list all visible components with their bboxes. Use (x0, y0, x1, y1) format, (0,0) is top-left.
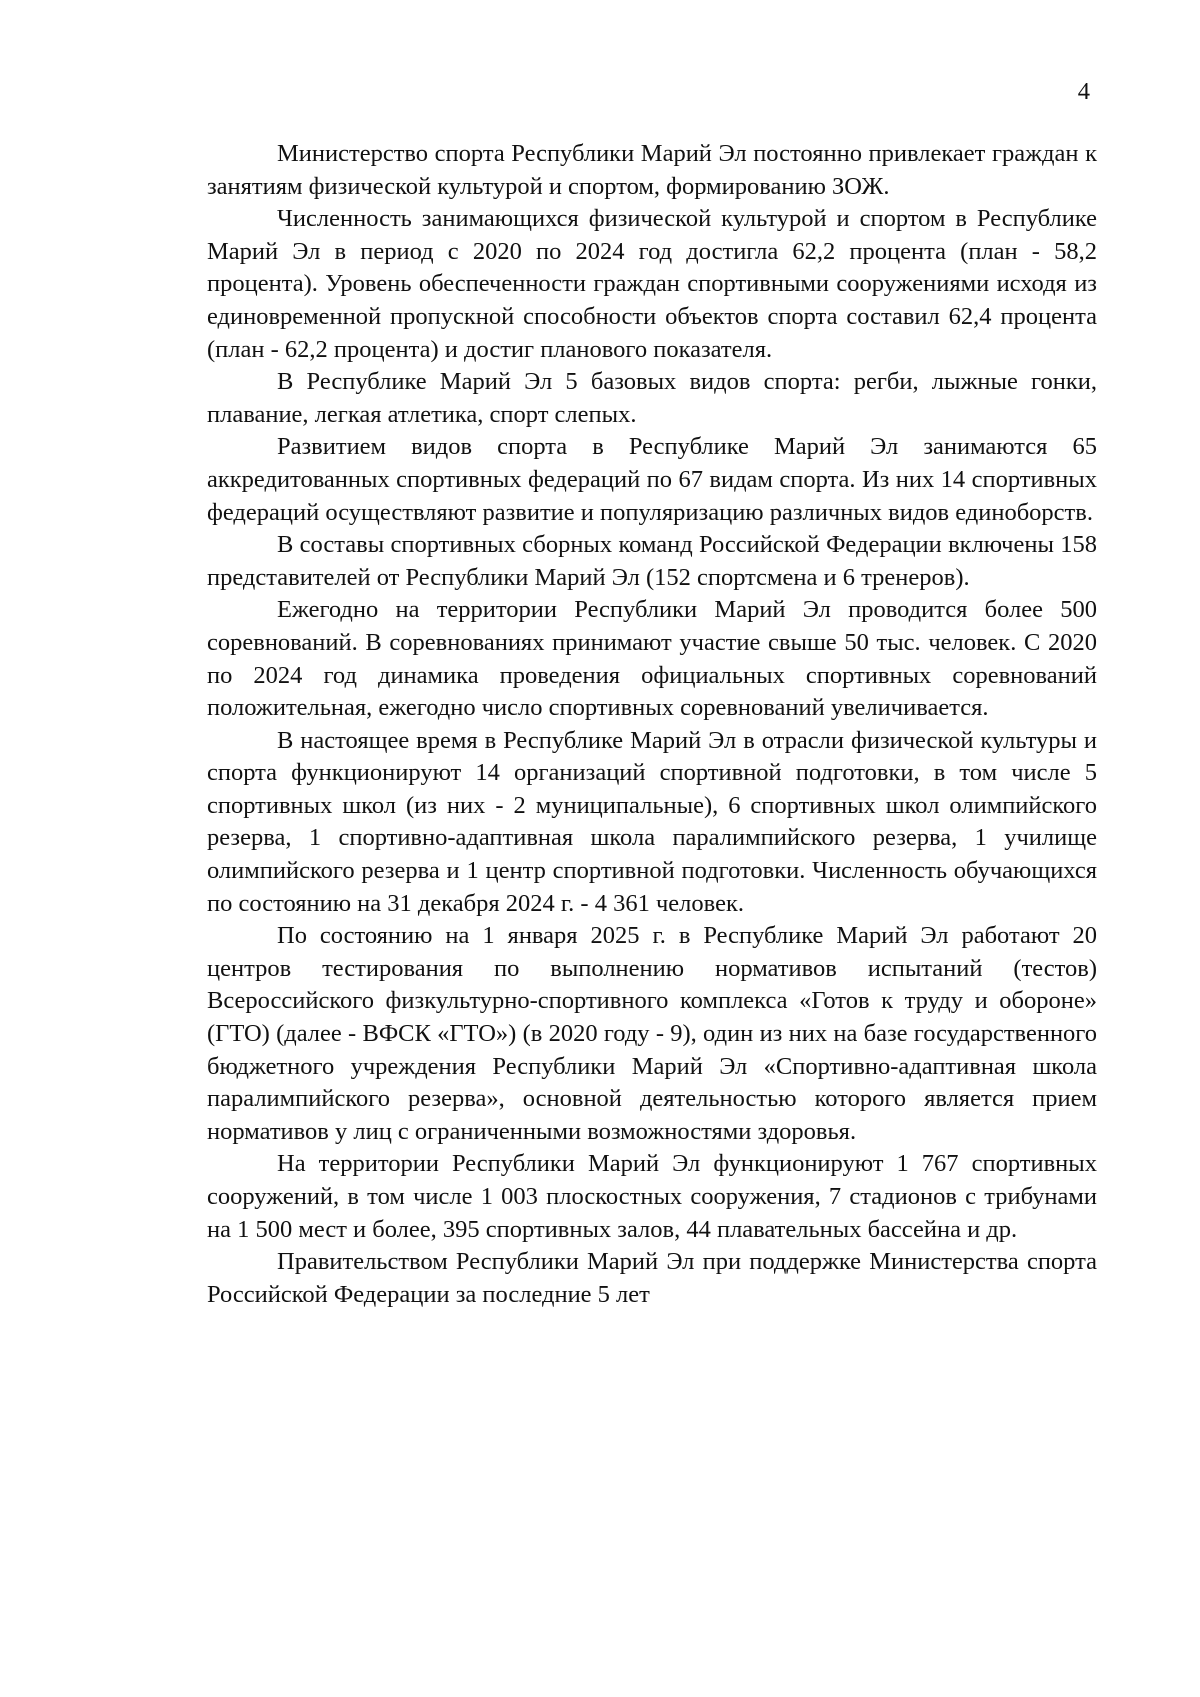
paragraph-sport-organizations: В настоящее время в Республике Марий Эл в отрасли физической культуры и спорта функционируют 14 организаций спортивной подготовки, в том числе 5 спортивных школ (из них - 2 муниципальные), 6 спортивных школ олимпийского резерва, 1 спортивно-адаптивная школа паралимпийского резерва, 1 училище олимпийского резерва и 1 центр спортивной подготовки. Численность обучающихся по состоянию на 31 декабря 2024 г. - 4 361 человек. (207, 726, 1097, 917)
page-number: 4 (1077, 78, 1090, 105)
paragraph-ministry-sport: Министерство спорта Республики Марий Эл постоянно привлекает граждан к занятиям физической культурой и спортом, формированию ЗОЖ. (207, 140, 1097, 200)
paragraph-basic-sports: В Республике Марий Эл 5 базовых видов спорта: регби, лыжные гонки, плавание, легкая атлетика, спорт слепых. (207, 368, 1097, 428)
paragraph-participation-rate: Численность занимающихся физической культурой и спортом в Республике Марий Эл в период с 2020 по 2024 год достигла 62,2 процента (план - 58,2 процента). Уровень обеспеченности граждан спортивными сооружениями исходя из единовременной пропускной способности объектов спорта составил 62,4 процента (план - 62,2 процента) и достиг планового показателя. (207, 205, 1097, 363)
paragraph-federations: Развитием видов спорта в Республике Марий Эл занимаются 65 аккредитованных спортивных федераций по 67 видам спорта. Из них 14 спортивных федераций осуществляют развитие и популяризацию различных видов единоборств. (207, 433, 1097, 526)
paragraph-national-teams: В составы спортивных сборных команд Российской Федерации включены 158 представителей от Республики Марий Эл (152 спортсмена и 6 тренеров). (207, 531, 1097, 591)
paragraph-government-support: Правительством Республики Марий Эл при поддержке Министерства спорта Российской Федерации за последние 5 лет (207, 1248, 1097, 1308)
paragraph-gto-centers: По состоянию на 1 января 2025 г. в Республике Марий Эл работают 20 центров тестирования по выполнению нормативов испытаний (тестов) Всероссийского физкультурно-спортивного комплекса «Готов к труду и обороне» (ГТО) (далее - ВФСК «ГТО») (в 2020 году - 9), один из них на базе государственного бюджетного учреждения Республики Марий Эл «Спортивно-адаптивная школа паралимпийского резерва», основной деятельностью которого является прием нормативов у лиц с ограниченными возможностями здоровья. (207, 922, 1097, 1145)
paragraph-competitions: Ежегодно на территории Республики Марий Эл проводится более 500 соревнований. В соревнованиях принимают участие свыше 50 тыс. человек. С 2020 по 2024 год динамика проведения официальных спортивных соревнований положительная, ежегодно число спортивных соревнований увеличивается. (207, 596, 1097, 722)
paragraph-sport-facilities: На территории Республики Марий Эл функционируют 1 767 спортивных сооружений, в том числе 1 003 плоскостных сооружения, 7 стадионов с трибунами на 1 500 мест и более, 395 спортивных залов, 44 плавательных бассейна и др. (207, 1150, 1097, 1243)
